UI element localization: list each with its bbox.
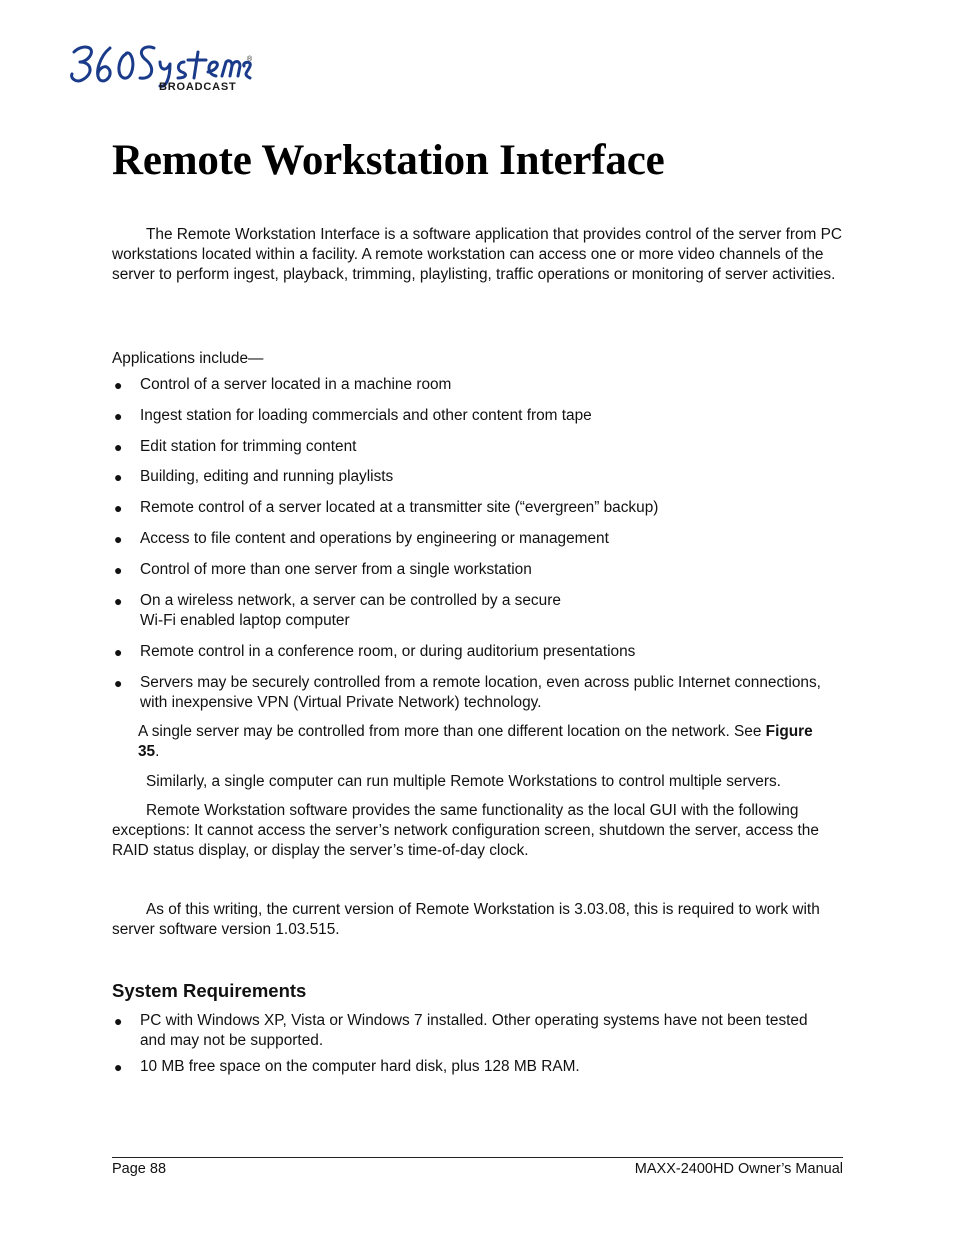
list-item: ● Control of a server located in a machine room — [114, 376, 452, 393]
bullet-icon: ● — [114, 531, 123, 547]
bullet-icon: ● — [114, 593, 123, 609]
list-item: ● On a wireless network, a server can be controlled by a secure Wi-Fi enabled laptop computer — [114, 592, 561, 629]
functionality-paragraph: Remote Workstation software provides the same functionality as the local GUI with the following exceptions: It cannot access the server’s network configuration screen, shutdown the server, access the RAID status display, or display the server’s time-of-day clock. — [112, 802, 819, 859]
bullet-icon: ● — [114, 675, 123, 691]
footer-page-number: Page 88 — [112, 1161, 167, 1177]
bullet-icon: ● — [114, 562, 123, 578]
figure-reference: Figure 35 — [138, 723, 813, 760]
single-server-paragraph: A single server may be controlled from more than one different location on the network. See Figure 35. — [138, 723, 813, 760]
bullet-icon: ● — [114, 469, 123, 485]
bullet-icon: ● — [114, 408, 123, 424]
company-logo — [66, 38, 266, 98]
bullet-icon: ● — [114, 644, 123, 660]
bullet-icon: ● — [114, 439, 123, 455]
bullet-icon: ● — [114, 1013, 123, 1029]
list-item: ● Edit station for trimming content — [114, 438, 357, 455]
registered-mark: ® — [247, 56, 253, 63]
list-item: ● 10 MB free space on the computer hard disk, plus 128 MB RAM. — [114, 1058, 580, 1075]
list-item: ● Access to file content and operations by engineering or management — [114, 530, 609, 547]
bullet-icon: ● — [114, 500, 123, 516]
footer-manual-title: MAXX-2400HD Owner’s Manual — [634, 1161, 843, 1177]
version-paragraph: As of this writing, the current version of Remote Workstation is 3.03.08, this is required to work with server software version 1.03.515. — [112, 901, 820, 938]
intro-paragraph: The Remote Workstation Interface is a software application that provides control of the server from PC workstations located within a facility. A remote workstation can access one or more video channels of the server to perform ingest, playback, trimming, playlisting, traffic operations or monitoring of server activities. — [112, 226, 843, 283]
logo-subtitle: BROADCAST — [159, 81, 237, 93]
system-requirements-heading: System Requirements — [112, 980, 307, 1001]
similarly-paragraph: Similarly, a single computer can run multiple Remote Workstations to control multiple servers. — [146, 773, 781, 790]
list-item: ● Ingest station for loading commercials and other content from tape — [114, 407, 592, 424]
footer-divider — [112, 1157, 843, 1158]
list-item: ● Remote control in a conference room, or during auditorium presentations — [114, 643, 636, 660]
list-item: ● Control of more than one server from a single workstation — [114, 561, 532, 578]
list-item: ● PC with Windows XP, Vista or Windows 7 installed. Other operating systems have not been tested and may not be supported. — [114, 1012, 808, 1049]
list-item: ● Building, editing and running playlists — [114, 468, 394, 485]
applications-intro: Applications include— — [112, 350, 264, 367]
bullet-icon: ● — [114, 1059, 123, 1075]
page-title: Remote Workstation Interface — [112, 137, 665, 184]
bullet-icon: ● — [114, 377, 123, 393]
list-item: ● Servers may be securely controlled from a remote location, even across public Internet connections, with inexpensive VPN (Virtual Private Network) technology. — [114, 674, 821, 711]
list-item: ● Remote control of a server located at a transmitter site (“evergreen” backup) — [114, 499, 659, 516]
